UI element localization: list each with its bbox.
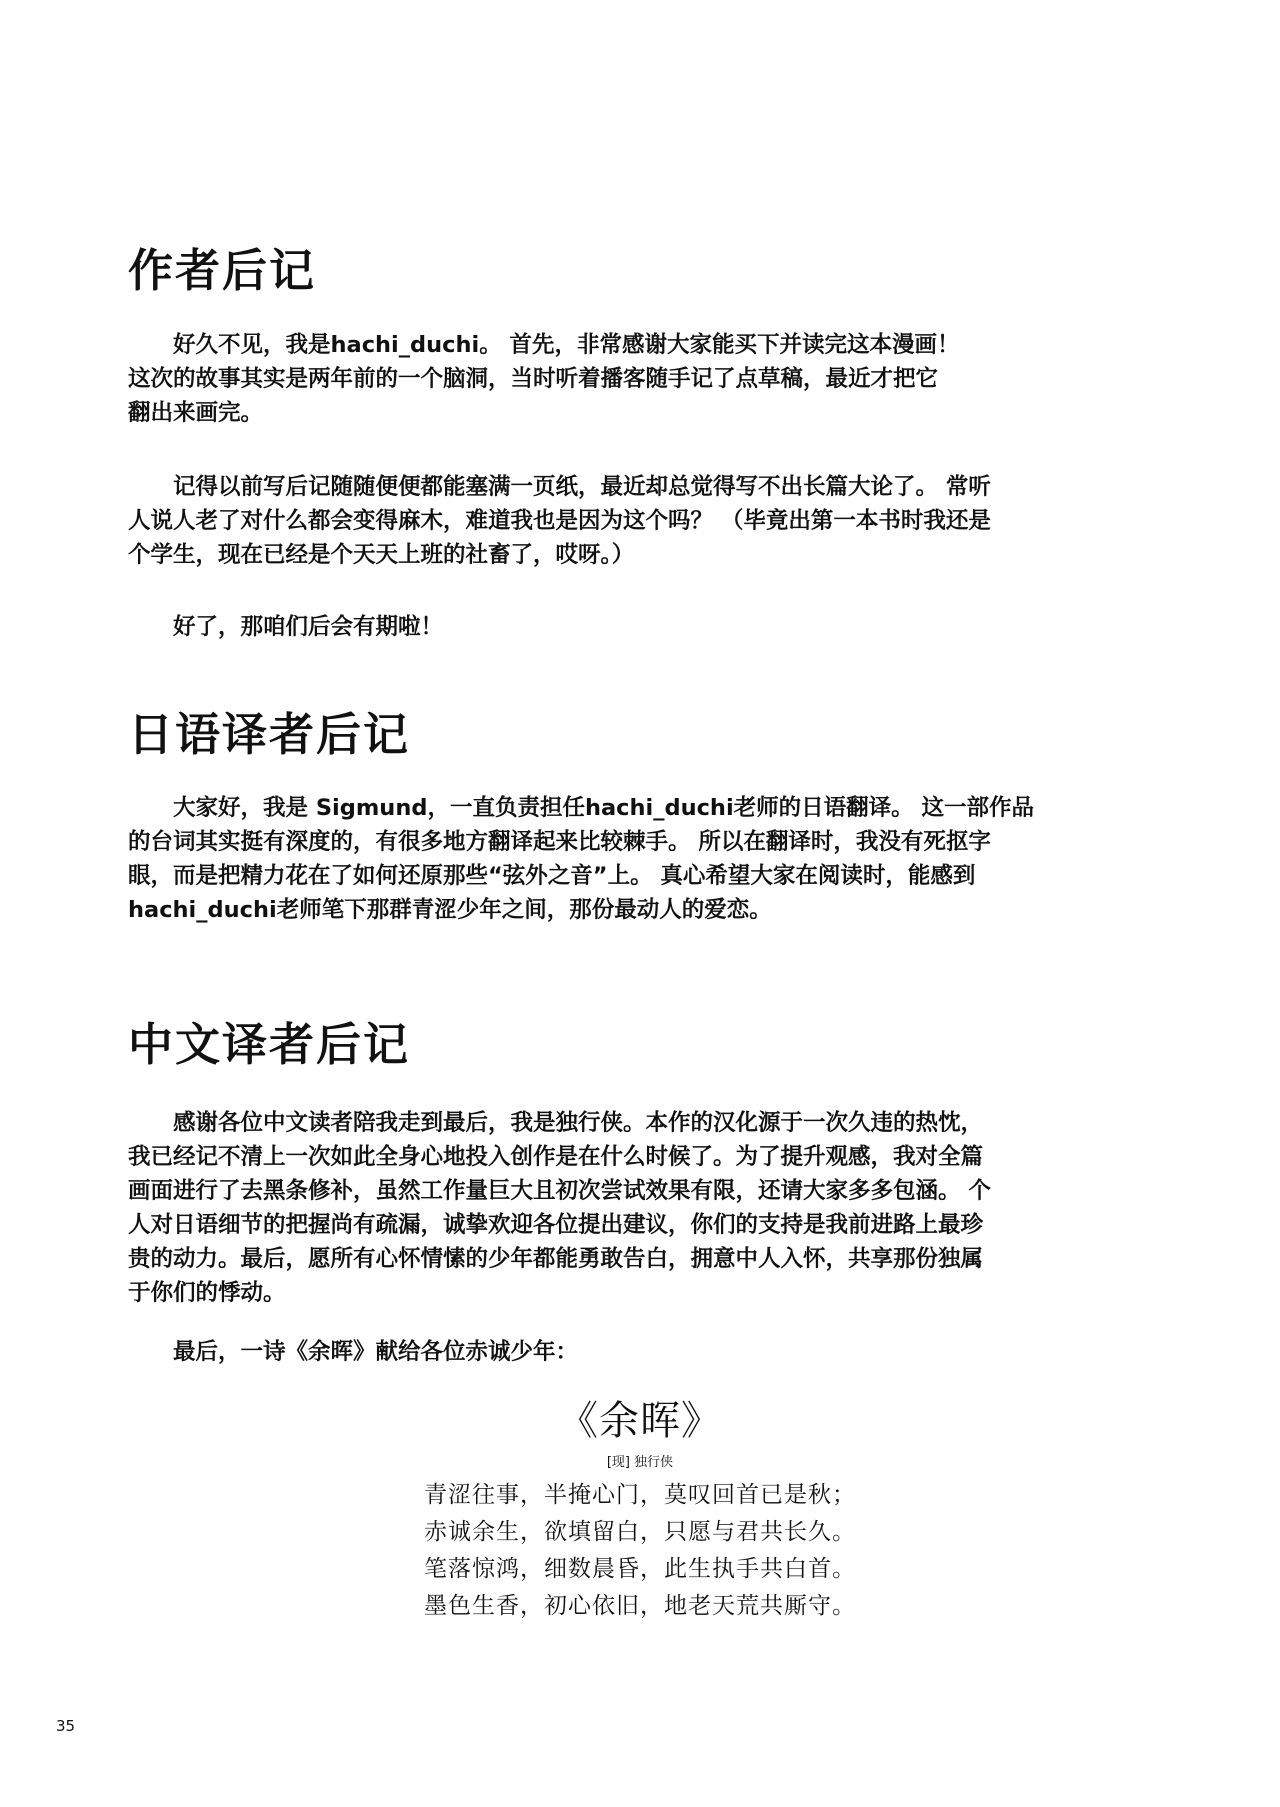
chinese-translator-afterword-paragraph-2: 最后，一诗《余晖》献给各位赤诚少年： xyxy=(128,1339,579,1365)
japanese-translator-afterword-heading: 日语译者后记 xyxy=(128,708,411,761)
page-number: 35 xyxy=(56,1717,76,1735)
poem-line-2: 赤诚余生，欲填留白，只愿与君共长久。 xyxy=(424,1519,856,1545)
poem-title: 《余晖》 xyxy=(558,1398,722,1444)
author-afterword-paragraph-2: 记得以前写后记随随便便都能塞满一页纸，最近却总觉得写不出长篇大论了。 常听 人说人老了对什么都会变得麻木，难道我也是因为这个吗？ （毕竟出第一本书时我还是 个学生，现在已经是个天天上班的社畜了，哎呀。） xyxy=(128,474,991,568)
author-afterword-paragraph-3: 好了，那咱们后会有期啦！ xyxy=(128,614,444,640)
poem-line-1: 青涩往事，半掩心门，莫叹回首已是秋； xyxy=(424,1482,856,1508)
chinese-translator-afterword-heading: 中文译者后记 xyxy=(128,1018,411,1071)
author-afterword-paragraph-1: 好久不见，我是hachi_duchi。 首先，非常感谢大家能买下并读完这本漫画！ 这次的故事其实是两年前的一个脑洞，当时听着播客随手记了点草稿，最近才把它 翻出来画完。 xyxy=(128,332,960,426)
poem-line-3: 笔落惊鸿，细数晨昏，此生执手共白首。 xyxy=(424,1556,856,1582)
author-afterword-heading: 作者后记 xyxy=(128,244,317,297)
poem-line-4: 墨色生香，初心依旧，地老天荒共厮守。 xyxy=(424,1593,856,1619)
chinese-translator-afterword-paragraph-1: 感谢各位中文读者陪我走到最后，我是独行侠。本作的汉化源于一次久违的热忱， 我已经记不清上一次如此全身心地投入创作是在什么时候了。为了提升观感，我对全篇 画面进行了去黑条修补，虽然工作量巨大且初次尝试效果有限，还请大家多多包涵。 个 人对日语细节的把握尚有疏漏，诚挚欢迎各位提出建议，你们的支持是我前进路上最珍 贵的动力。最后，愿所有心怀情愫的少年都能勇敢告白，拥意中人入怀，共享那份独属 于你们的悸动。 xyxy=(128,1110,991,1306)
poem-author: [现] 独行侠 xyxy=(606,1455,674,1470)
japanese-translator-afterword-paragraph: 大家好，我是 Sigmund，一直负责担任hachi_duchi老师的日语翻译。 这一部作品 的台词其实挺有深度的，有很多地方翻译起来比较棘手。 所以在翻译时，我没有死抠字 眼，而是把精力花在了如何还原那些“弦外之音”上。 真心希望大家在阅读时，能感到 hachi_duchi老师笔下那群青涩少年之间，那份最动人的爱恋。 xyxy=(128,795,1034,923)
poem xyxy=(0,1395,1280,1625)
